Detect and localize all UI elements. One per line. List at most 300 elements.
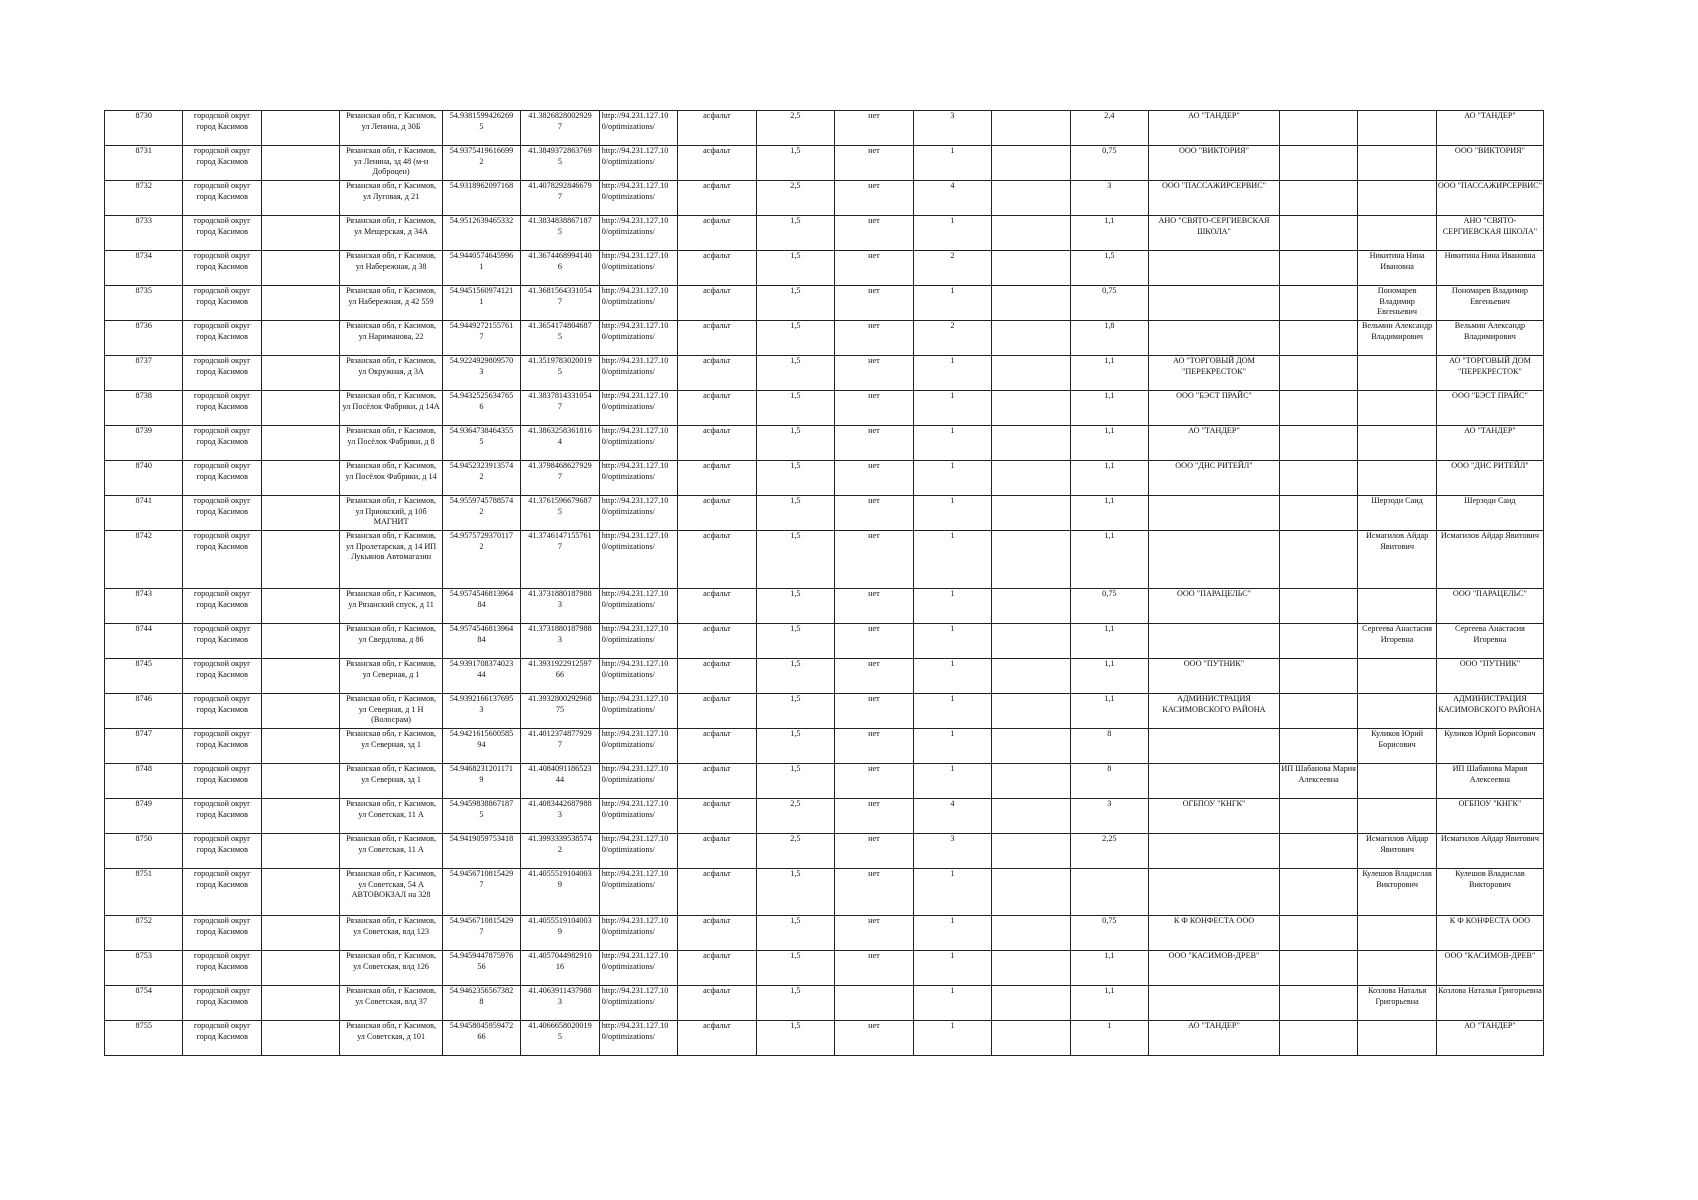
individual-owner-cell: Исмагилов Айдар Явитович xyxy=(1358,834,1436,869)
organization-cell xyxy=(1149,496,1280,531)
blank-col-cell xyxy=(261,951,339,986)
individual-owner-cell xyxy=(1358,461,1436,496)
waste-generator-cell: ООО "ПАССАЖИРСЕРВИС" xyxy=(1436,181,1543,216)
surface-type-cell: асфальт xyxy=(678,251,756,286)
container-count-cell: 1 xyxy=(913,496,991,531)
blank-col-2-cell xyxy=(992,869,1070,916)
volume-cell: 1,1 xyxy=(1070,951,1148,986)
organization-cell: АО "ТАНДЕР" xyxy=(1149,111,1280,146)
blank-col-cell xyxy=(261,391,339,426)
organization-cell: АНО "СВЯТО-СЕРГИЕВСКАЯ ШКОЛА" xyxy=(1149,216,1280,251)
municipality-cell: городской округ город Касимов xyxy=(183,659,261,694)
volume-cell: 0,75 xyxy=(1070,589,1148,624)
table-row xyxy=(105,589,1544,624)
individual-owner-cell xyxy=(1358,659,1436,694)
longitude-cell: 41.3681564331054 7 xyxy=(521,286,599,321)
organization-cell: ООО "ПАРАЦЕЛЬС" xyxy=(1149,589,1280,624)
volume-cell: 1,1 xyxy=(1070,426,1148,461)
waste-generator-cell: Никитина Нина Ивановна xyxy=(1436,251,1543,286)
blank-col-2-cell xyxy=(992,764,1070,799)
surface-type-cell: асфальт xyxy=(678,729,756,764)
row-number-cell: 8754 xyxy=(105,986,183,1021)
address-cell: Рязанская обл, г Касимов, ул Луговая, д 21 xyxy=(340,181,442,216)
registry-sheet xyxy=(104,110,1544,1056)
volume-cell: 8 xyxy=(1070,729,1148,764)
address-cell: Рязанская обл, г Касимов, ул Северная, д 1 xyxy=(340,659,442,694)
organization-cell xyxy=(1149,286,1280,321)
registry-table xyxy=(104,110,1544,1056)
address-cell: Рязанская обл, г Касимов, ул Посёлок Фабрики, д 14А xyxy=(340,391,442,426)
optimization-link-cell: http://94.231.127.10 0/optimizations/ xyxy=(599,764,677,799)
optimization-link-cell: http://94.231.127.10 0/optimizations/ xyxy=(599,589,677,624)
surface-type-cell: асфальт xyxy=(678,286,756,321)
fence-cell: нет xyxy=(835,834,913,869)
individual-owner-cell xyxy=(1358,589,1436,624)
latitude-cell: 54.9459447875976 56 xyxy=(442,951,520,986)
table-row xyxy=(105,461,1544,496)
waste-generator-cell: АО "ТАНДЕР" xyxy=(1436,1021,1543,1056)
optimization-link-cell: http://94.231.127.10 0/optimizations/ xyxy=(599,216,677,251)
latitude-cell: 54.9559745788574 2 xyxy=(442,496,520,531)
row-number-cell: 8736 xyxy=(105,321,183,356)
blank-col-2-cell xyxy=(992,391,1070,426)
individual-entrepreneur-cell xyxy=(1279,986,1357,1021)
longitude-cell: 41.3746147155761 7 xyxy=(521,531,599,589)
table-row xyxy=(105,986,1544,1021)
fence-cell: нет xyxy=(835,659,913,694)
volume-cell: 1,1 xyxy=(1070,624,1148,659)
municipality-cell: городской округ город Касимов xyxy=(183,589,261,624)
container-count-cell: 1 xyxy=(913,391,991,426)
optimization-link-cell: http://94.231.127.10 0/optimizations/ xyxy=(599,624,677,659)
surface-type-cell: асфальт xyxy=(678,461,756,496)
latitude-cell: 54.9391708374023 44 xyxy=(442,659,520,694)
organization-cell: ООО "КАСИМОВ-ДРЕВ" xyxy=(1149,951,1280,986)
area-cell: 1,5 xyxy=(756,869,834,916)
longitude-cell: 41.4078292846679 7 xyxy=(521,181,599,216)
volume-cell xyxy=(1070,869,1148,916)
waste-generator-cell: АО "ТАНДЕР" xyxy=(1436,426,1543,461)
latitude-cell: 54.9574546813964 84 xyxy=(442,624,520,659)
surface-type-cell: асфальт xyxy=(678,496,756,531)
table-row xyxy=(105,181,1544,216)
container-count-cell: 1 xyxy=(913,356,991,391)
blank-col-cell xyxy=(261,181,339,216)
waste-generator-cell: АО "ТАНДЕР" xyxy=(1436,111,1543,146)
waste-generator-cell: Куликов Юрий Борисович xyxy=(1436,729,1543,764)
container-count-cell: 1 xyxy=(913,729,991,764)
row-number-cell: 8749 xyxy=(105,799,183,834)
blank-col-2-cell xyxy=(992,916,1070,951)
address-cell: Рязанская обл, г Касимов, ул Советская, д 101 xyxy=(340,1021,442,1056)
area-cell: 2,5 xyxy=(756,834,834,869)
organization-cell: АО "ТАНДЕР" xyxy=(1149,1021,1280,1056)
individual-owner-cell xyxy=(1358,951,1436,986)
longitude-cell: 41.4057044982910 16 xyxy=(521,951,599,986)
individual-entrepreneur-cell xyxy=(1279,799,1357,834)
longitude-cell: 41.3731880187988 3 xyxy=(521,589,599,624)
individual-entrepreneur-cell xyxy=(1279,356,1357,391)
municipality-cell: городской округ город Касимов xyxy=(183,951,261,986)
individual-owner-cell xyxy=(1358,799,1436,834)
fence-cell: нет xyxy=(835,694,913,729)
volume-cell: 1,1 xyxy=(1070,496,1148,531)
blank-col-2-cell xyxy=(992,531,1070,589)
longitude-cell: 41.3761596679687 5 xyxy=(521,496,599,531)
latitude-cell: 54.9364738464355 5 xyxy=(442,426,520,461)
container-count-cell: 3 xyxy=(913,111,991,146)
container-count-cell: 1 xyxy=(913,216,991,251)
address-cell: Рязанская обл, г Касимов, ул Посёлок Фабрики, д 8 xyxy=(340,426,442,461)
surface-type-cell: асфальт xyxy=(678,426,756,461)
municipality-cell: городской округ город Касимов xyxy=(183,869,261,916)
organization-cell: ООО "БЭСТ ПРАЙС" xyxy=(1149,391,1280,426)
blank-col-cell xyxy=(261,799,339,834)
blank-col-2-cell xyxy=(992,216,1070,251)
fence-cell: нет xyxy=(835,461,913,496)
address-cell: Рязанская обл, г Касимов, ул Приокский, д 10б МАГНИТ xyxy=(340,496,442,531)
waste-generator-cell: Вельмин Александр Владимирович xyxy=(1436,321,1543,356)
organization-cell: ООО "ПАССАЖИРСЕРВИС" xyxy=(1149,181,1280,216)
latitude-cell: 54.9462356567382 8 xyxy=(442,986,520,1021)
optimization-link-cell: http://94.231.127.10 0/optimizations/ xyxy=(599,496,677,531)
volume-cell: 1,1 xyxy=(1070,694,1148,729)
row-number-cell: 8744 xyxy=(105,624,183,659)
optimization-link-cell: http://94.231.127.10 0/optimizations/ xyxy=(599,694,677,729)
fence-cell: нет xyxy=(835,111,913,146)
individual-owner-cell xyxy=(1358,916,1436,951)
row-number-cell: 8733 xyxy=(105,216,183,251)
individual-entrepreneur-cell xyxy=(1279,869,1357,916)
individual-entrepreneur-cell xyxy=(1279,729,1357,764)
waste-generator-cell: ОГБПОУ "КНГК" xyxy=(1436,799,1543,834)
municipality-cell: городской округ город Касимов xyxy=(183,531,261,589)
area-cell: 1,5 xyxy=(756,729,834,764)
area-cell: 1,5 xyxy=(756,531,834,589)
longitude-cell: 41.4066658020019 5 xyxy=(521,1021,599,1056)
surface-type-cell: асфальт xyxy=(678,659,756,694)
organization-cell: ООО "ДНС РИТЕЙЛ" xyxy=(1149,461,1280,496)
individual-owner-cell xyxy=(1358,1021,1436,1056)
latitude-cell: 54.9440574645996 1 xyxy=(442,251,520,286)
blank-col-2-cell xyxy=(992,624,1070,659)
individual-entrepreneur-cell xyxy=(1279,391,1357,426)
area-cell: 1,5 xyxy=(756,986,834,1021)
organization-cell xyxy=(1149,729,1280,764)
individual-owner-cell xyxy=(1358,181,1436,216)
row-number-cell: 8739 xyxy=(105,426,183,461)
latitude-cell: 54.9392166137695 3 xyxy=(442,694,520,729)
blank-col-2-cell xyxy=(992,729,1070,764)
row-number-cell: 8740 xyxy=(105,461,183,496)
individual-entrepreneur-cell xyxy=(1279,286,1357,321)
organization-cell xyxy=(1149,834,1280,869)
latitude-cell: 54.9575729370117 2 xyxy=(442,531,520,589)
individual-entrepreneur-cell xyxy=(1279,321,1357,356)
address-cell: Рязанская обл, г Касимов, ул Рязанский спуск, д 11 xyxy=(340,589,442,624)
blank-col-cell xyxy=(261,146,339,181)
individual-owner-cell: Кулешов Владислав Викторович xyxy=(1358,869,1436,916)
surface-type-cell: асфальт xyxy=(678,951,756,986)
address-cell: Рязанская обл, г Касимов, ул Советская, влд 123 xyxy=(340,916,442,951)
longitude-cell: 41.3654174804687 5 xyxy=(521,321,599,356)
longitude-cell: 41.4084091186523 44 xyxy=(521,764,599,799)
longitude-cell: 41.4063911437988 3 xyxy=(521,986,599,1021)
area-cell: 1,5 xyxy=(756,496,834,531)
waste-generator-cell: Кулешов Владислав Викторович xyxy=(1436,869,1543,916)
waste-generator-cell: К Ф КОНФЕСТА ООО xyxy=(1436,916,1543,951)
container-count-cell: 1 xyxy=(913,531,991,589)
volume-cell: 3 xyxy=(1070,799,1148,834)
individual-owner-cell: Никитина Нина Ивановна xyxy=(1358,251,1436,286)
municipality-cell: городской округ город Касимов xyxy=(183,356,261,391)
blank-col-2-cell xyxy=(992,834,1070,869)
volume-cell: 1,1 xyxy=(1070,356,1148,391)
latitude-cell: 54.9419059753418 xyxy=(442,834,520,869)
blank-col-2-cell xyxy=(992,181,1070,216)
organization-cell: АДМИНИСТРАЦИЯ КАСИМОВСКОГО РАЙОНА xyxy=(1149,694,1280,729)
latitude-cell: 54.9432525634765 6 xyxy=(442,391,520,426)
optimization-link-cell: http://94.231.127.10 0/optimizations/ xyxy=(599,461,677,496)
address-cell: Рязанская обл, г Касимов, ул Пролетарская, д 14 ИП Лукьянов Автомагазин xyxy=(340,531,442,589)
waste-generator-cell: Исмагилов Айдар Явитович xyxy=(1436,834,1543,869)
individual-owner-cell xyxy=(1358,391,1436,426)
blank-col-cell xyxy=(261,356,339,391)
address-cell: Рязанская обл, г Касимов, ул Советская, 11 А xyxy=(340,834,442,869)
organization-cell xyxy=(1149,321,1280,356)
row-number-cell: 8743 xyxy=(105,589,183,624)
address-cell: Рязанская обл, г Касимов, ул Северная, зд 1 xyxy=(340,729,442,764)
row-number-cell: 8730 xyxy=(105,111,183,146)
table-row xyxy=(105,426,1544,461)
optimization-link-cell: http://94.231.127.10 0/optimizations/ xyxy=(599,986,677,1021)
blank-col-2-cell xyxy=(992,321,1070,356)
registry-body xyxy=(105,111,1544,1056)
municipality-cell: городской округ город Касимов xyxy=(183,834,261,869)
longitude-cell: 41.3993339538574 2 xyxy=(521,834,599,869)
individual-owner-cell: Вельмин Александр Владимирович xyxy=(1358,321,1436,356)
blank-col-2-cell xyxy=(992,694,1070,729)
blank-col-2-cell xyxy=(992,111,1070,146)
individual-owner-cell xyxy=(1358,764,1436,799)
optimization-link-cell: http://94.231.127.10 0/optimizations/ xyxy=(599,834,677,869)
container-count-cell: 1 xyxy=(913,589,991,624)
individual-owner-cell: Сергеева Анастасия Игоревна xyxy=(1358,624,1436,659)
container-count-cell: 1 xyxy=(913,986,991,1021)
fence-cell: нет xyxy=(835,916,913,951)
blank-col-cell xyxy=(261,496,339,531)
blank-col-2-cell xyxy=(992,146,1070,181)
address-cell: Рязанская обл, г Касимов, ул Северная, д 1 Н (Волосрам) xyxy=(340,694,442,729)
organization-cell: ООО "ВИКТОРИЯ" xyxy=(1149,146,1280,181)
container-count-cell: 1 xyxy=(913,916,991,951)
organization-cell xyxy=(1149,531,1280,589)
volume-cell: 0,75 xyxy=(1070,146,1148,181)
waste-generator-cell: ООО "ПАРАЦЕЛЬС" xyxy=(1436,589,1543,624)
blank-col-cell xyxy=(261,111,339,146)
blank-col-cell xyxy=(261,729,339,764)
latitude-cell: 54.9512639465332 xyxy=(442,216,520,251)
area-cell: 1,5 xyxy=(756,426,834,461)
waste-generator-cell: ООО "ВИКТОРИЯ" xyxy=(1436,146,1543,181)
row-number-cell: 8753 xyxy=(105,951,183,986)
individual-entrepreneur-cell xyxy=(1279,694,1357,729)
address-cell: Рязанская обл, г Касимов, ул Окружная, д 3А xyxy=(340,356,442,391)
container-count-cell: 2 xyxy=(913,251,991,286)
organization-cell: ООО "ПУТНИК" xyxy=(1149,659,1280,694)
fence-cell: нет xyxy=(835,764,913,799)
table-row xyxy=(105,764,1544,799)
waste-generator-cell: ООО "БЭСТ ПРАЙС" xyxy=(1436,391,1543,426)
optimization-link-cell: http://94.231.127.10 0/optimizations/ xyxy=(599,111,677,146)
table-row xyxy=(105,391,1544,426)
container-count-cell: 3 xyxy=(913,834,991,869)
row-number-cell: 8751 xyxy=(105,869,183,916)
container-count-cell: 2 xyxy=(913,321,991,356)
latitude-cell: 54.9451560974121 1 xyxy=(442,286,520,321)
row-number-cell: 8748 xyxy=(105,764,183,799)
longitude-cell: 41.3837814331054 7 xyxy=(521,391,599,426)
individual-owner-cell xyxy=(1358,146,1436,181)
table-row xyxy=(105,799,1544,834)
fence-cell: нет xyxy=(835,531,913,589)
individual-entrepreneur-cell xyxy=(1279,624,1357,659)
fence-cell: нет xyxy=(835,951,913,986)
longitude-cell: 41.3731880187988 3 xyxy=(521,624,599,659)
row-number-cell: 8745 xyxy=(105,659,183,694)
individual-entrepreneur-cell xyxy=(1279,916,1357,951)
blank-col-cell xyxy=(261,764,339,799)
blank-col-cell xyxy=(261,659,339,694)
longitude-cell: 41.4055519104003 9 xyxy=(521,869,599,916)
waste-generator-cell: ИП Шабанова Мария Алексеевна xyxy=(1436,764,1543,799)
area-cell: 1,5 xyxy=(756,286,834,321)
blank-col-2-cell xyxy=(992,286,1070,321)
latitude-cell: 54.9456710815429 7 xyxy=(442,869,520,916)
address-cell: Рязанская обл, г Касимов, ул Набережная, д 38 xyxy=(340,251,442,286)
surface-type-cell: асфальт xyxy=(678,1021,756,1056)
latitude-cell: 54.9468231201171 9 xyxy=(442,764,520,799)
fence-cell: нет xyxy=(835,426,913,461)
municipality-cell: городской округ город Касимов xyxy=(183,729,261,764)
individual-owner-cell xyxy=(1358,216,1436,251)
volume-cell: 0,75 xyxy=(1070,286,1148,321)
container-count-cell: 1 xyxy=(913,146,991,181)
surface-type-cell: асфальт xyxy=(678,356,756,391)
area-cell: 2,5 xyxy=(756,799,834,834)
waste-generator-cell: АДМИНИСТРАЦИЯ КАСИМОВСКОГО РАЙОНА xyxy=(1436,694,1543,729)
waste-generator-cell: ООО "КАСИМОВ-ДРЕВ" xyxy=(1436,951,1543,986)
container-count-cell: 1 xyxy=(913,659,991,694)
surface-type-cell: асфальт xyxy=(678,146,756,181)
blank-col-cell xyxy=(261,916,339,951)
table-row xyxy=(105,496,1544,531)
municipality-cell: городской округ город Касимов xyxy=(183,799,261,834)
municipality-cell: городской округ город Касимов xyxy=(183,181,261,216)
row-number-cell: 8755 xyxy=(105,1021,183,1056)
latitude-cell: 54.9449272155761 7 xyxy=(442,321,520,356)
table-row xyxy=(105,216,1544,251)
waste-generator-cell: ООО "ПУТНИК" xyxy=(1436,659,1543,694)
organization-cell: АО "ТАНДЕР" xyxy=(1149,426,1280,461)
individual-entrepreneur-cell xyxy=(1279,216,1357,251)
volume-cell: 1,8 xyxy=(1070,321,1148,356)
address-cell: Рязанская обл, г Касимов, ул Свердлова, д 86 xyxy=(340,624,442,659)
row-number-cell: 8750 xyxy=(105,834,183,869)
individual-entrepreneur-cell xyxy=(1279,426,1357,461)
area-cell: 1,5 xyxy=(756,391,834,426)
municipality-cell: городской округ город Касимов xyxy=(183,461,261,496)
container-count-cell: 1 xyxy=(913,694,991,729)
address-cell: Рязанская обл, г Касимов, ул Мещерская, д 34А xyxy=(340,216,442,251)
blank-col-cell xyxy=(261,216,339,251)
volume-cell: 8 xyxy=(1070,764,1148,799)
individual-entrepreneur-cell: ИП Шабанова Мария Алексеевна xyxy=(1279,764,1357,799)
organization-cell xyxy=(1149,624,1280,659)
blank-col-cell xyxy=(261,426,339,461)
fence-cell: нет xyxy=(835,251,913,286)
individual-entrepreneur-cell xyxy=(1279,659,1357,694)
municipality-cell: городской округ город Касимов xyxy=(183,694,261,729)
table-row xyxy=(105,659,1544,694)
volume-cell: 2,4 xyxy=(1070,111,1148,146)
volume-cell: 1,1 xyxy=(1070,216,1148,251)
volume-cell: 1,1 xyxy=(1070,531,1148,589)
individual-owner-cell xyxy=(1358,356,1436,391)
optimization-link-cell: http://94.231.127.10 0/optimizations/ xyxy=(599,356,677,391)
table-row xyxy=(105,869,1544,916)
longitude-cell: 41.4055519104003 9 xyxy=(521,916,599,951)
surface-type-cell: асфальт xyxy=(678,216,756,251)
waste-generator-cell: Пономарев Владимир Евгеньевич xyxy=(1436,286,1543,321)
individual-entrepreneur-cell xyxy=(1279,146,1357,181)
longitude-cell: 41.3519783020019 5 xyxy=(521,356,599,391)
area-cell: 1,5 xyxy=(756,916,834,951)
address-cell: Рязанская обл, г Касимов, ул Ленина, зд 48 (м-н Доброцен) xyxy=(340,146,442,181)
longitude-cell: 41.3834838867187 5 xyxy=(521,216,599,251)
row-number-cell: 8752 xyxy=(105,916,183,951)
blank-col-cell xyxy=(261,321,339,356)
volume-cell: 0,75 xyxy=(1070,916,1148,951)
volume-cell: 3 xyxy=(1070,181,1148,216)
individual-owner-cell xyxy=(1358,111,1436,146)
area-cell: 1,5 xyxy=(756,694,834,729)
municipality-cell: городской округ город Касимов xyxy=(183,286,261,321)
blank-col-2-cell xyxy=(992,496,1070,531)
individual-entrepreneur-cell xyxy=(1279,111,1357,146)
fence-cell: нет xyxy=(835,624,913,659)
latitude-cell: 54.9456710815429 7 xyxy=(442,916,520,951)
surface-type-cell: асфальт xyxy=(678,181,756,216)
individual-owner-cell: Шерзоди Саид xyxy=(1358,496,1436,531)
blank-col-2-cell xyxy=(992,251,1070,286)
latitude-cell: 54.9459838867187 5 xyxy=(442,799,520,834)
blank-col-cell xyxy=(261,251,339,286)
optimization-link-cell: http://94.231.127.10 0/optimizations/ xyxy=(599,426,677,461)
blank-col-cell xyxy=(261,286,339,321)
address-cell: Рязанская обл, г Касимов, ул Советская, 54 А АВТОВОКЗАЛ на 328 xyxy=(340,869,442,916)
municipality-cell: городской округ город Касимов xyxy=(183,216,261,251)
latitude-cell: 54.9458045959472 66 xyxy=(442,1021,520,1056)
waste-generator-cell: Сергеева Анастасия Игоревна xyxy=(1436,624,1543,659)
municipality-cell: городской округ город Касимов xyxy=(183,496,261,531)
area-cell: 1,5 xyxy=(756,461,834,496)
optimization-link-cell: http://94.231.127.10 0/optimizations/ xyxy=(599,531,677,589)
fence-cell: нет xyxy=(835,181,913,216)
area-cell: 1,5 xyxy=(756,146,834,181)
container-count-cell: 1 xyxy=(913,624,991,659)
container-count-cell: 1 xyxy=(913,426,991,461)
